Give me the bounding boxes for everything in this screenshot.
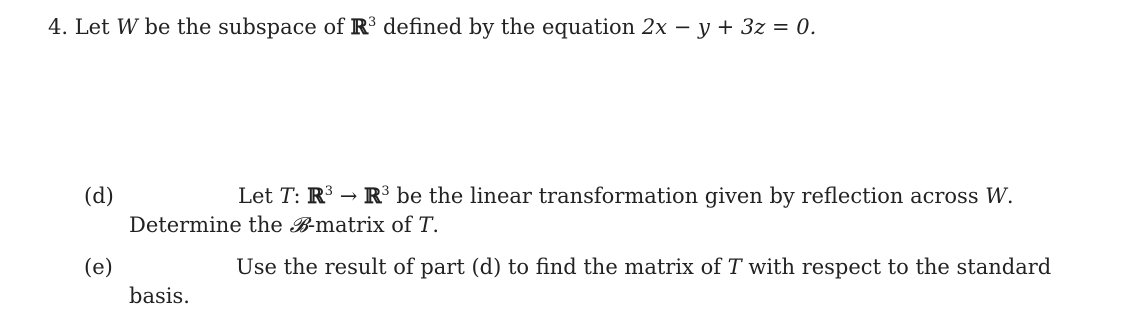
part-d-line-2: Determine the 𝓑-matrix of T.	[129, 213, 440, 237]
subspace-symbol: W	[116, 15, 138, 39]
problem-number: 4.	[48, 15, 69, 39]
reals-symbol: ℝ	[350, 14, 369, 39]
problem-statement: 4. Let W be the subspace of ℝ$^3$ defined by the equation 2x − y + 3z = 0.	[48, 14, 817, 39]
basis-symbol: 𝓑	[289, 213, 309, 237]
part-e-label: (e)	[84, 255, 113, 279]
part-d-line-1: Let T: ℝ$^3$ → ℝ$^3$ be the linear transformation given by reflection across W.	[238, 183, 1014, 208]
plane-equation: 2x − y + 3z = 0.	[641, 15, 817, 39]
part-e-line-1: Use the result of part (d) to find the matrix of T with respect to the standard	[236, 255, 1052, 279]
part-e-line-2: basis.	[129, 284, 190, 308]
part-d-label: (d)	[84, 184, 114, 208]
